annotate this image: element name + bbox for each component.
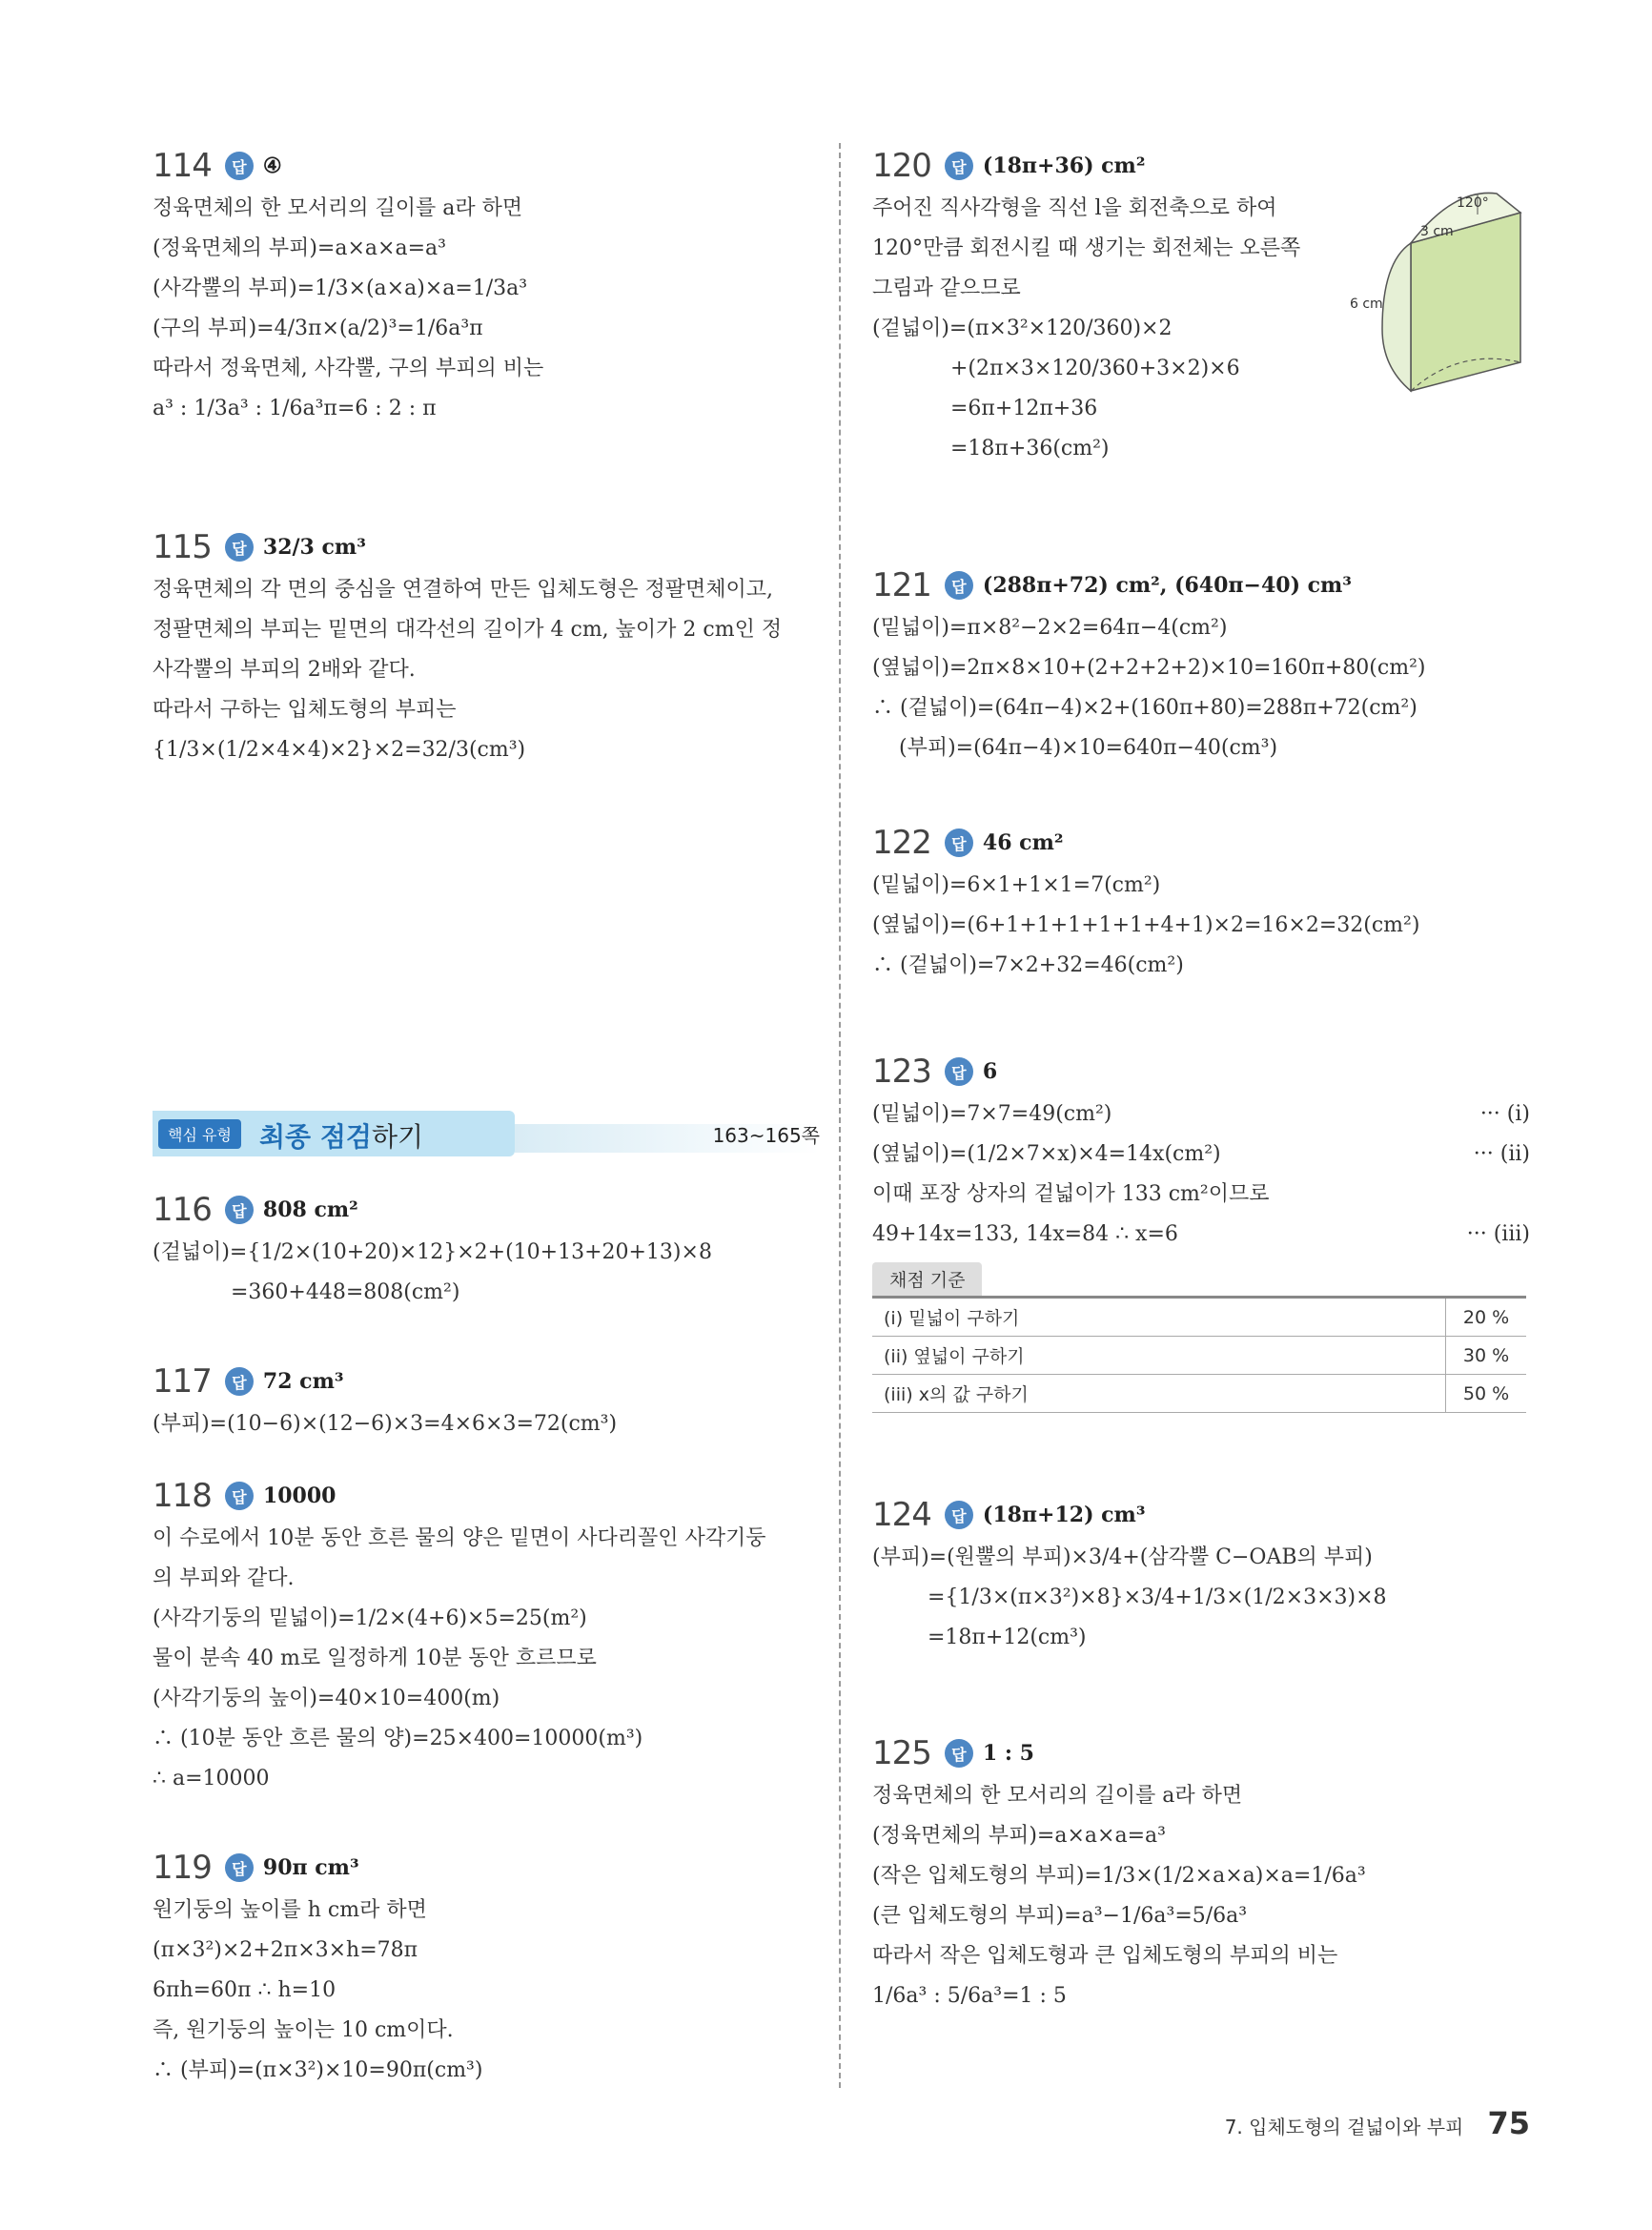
solution-line: 따라서 정육면체, 사각뿔, 구의 부피의 비는	[153, 357, 544, 380]
answer: (288π+72) cm², (640π−40) cm³	[982, 573, 1352, 598]
solution-line: ∴ (겉넓이)=7×2+32=46(cm²)	[872, 953, 1184, 977]
answer-badge-icon: 답	[225, 533, 254, 562]
problem-number: 115	[153, 528, 212, 566]
solution-line: ∴ (부피)=(π×3²)×10=90π(cm³)	[153, 2058, 483, 2082]
problem-123	[872, 1049, 1530, 1413]
solution-line: 의 부피와 같다.	[153, 1566, 295, 1590]
answer-badge-icon: 답	[945, 1739, 973, 1768]
grading-item: (iii) x의 값 구하기	[872, 1375, 1446, 1413]
figure-radius-label: 3 cm	[1420, 224, 1454, 239]
answer-badge-icon: 답	[945, 571, 973, 600]
problem-number: 118	[153, 1477, 212, 1515]
section-pages: 163~165쪽	[712, 1124, 820, 1147]
solution-line	[872, 1095, 1530, 1135]
answer: 6	[982, 1059, 998, 1084]
answer: 1 : 5	[982, 1741, 1034, 1766]
grading-item: (ii) 옆넓이 구하기	[872, 1337, 1446, 1375]
solid-figure	[1350, 186, 1535, 391]
solution-line: 정육면체의 한 모서리의 길이를 a라 하면	[872, 1784, 1243, 1808]
solution-line: 1/6a³ : 5/6a³=1 : 5	[872, 1984, 1067, 2008]
problem-121	[872, 563, 1530, 768]
solution-text: (옆넓이)=(1/2×7×x)×4=14x(cm²)	[872, 1142, 1221, 1166]
answer: 32/3 cm³	[262, 535, 366, 560]
solution-line: ∴ (겉넓이)=(64π−4)×2+(160π+80)=288π+72(cm²)	[872, 696, 1417, 720]
answer-badge-icon: 답	[225, 1367, 254, 1396]
figure-side-face	[1411, 213, 1520, 391]
solution-line: 원기둥의 높이를 h cm라 하면	[153, 1898, 427, 1922]
grading-title: 채점 기준	[872, 1262, 982, 1296]
answer-badge-icon: 답	[225, 152, 254, 180]
problem-125	[872, 1730, 1530, 2016]
solution-line: =360+448=808(cm²)	[231, 1280, 460, 1304]
solution-line: (작은 입체도형의 부피)=1/3×(1/2×a×a)×a=1/6a³	[872, 1864, 1366, 1888]
solution-line: =18π+12(cm³)	[928, 1626, 1087, 1649]
solution-line: (부피)=(10−6)×(12−6)×3=4×6×3=72(cm³)	[153, 1412, 618, 1436]
answer: 72 cm³	[262, 1369, 344, 1394]
grading-pct: 50 %	[1446, 1375, 1527, 1413]
solution-line: (정육면체의 부피)=a×a×a=a³	[153, 236, 446, 260]
solution-line: 물이 분속 40 m로 일정하게 10분 동안 흐르므로	[153, 1647, 597, 1670]
problem-number: 124	[872, 1496, 931, 1534]
solution-line: a³ : 1/3a³ : 1/6a³π=6 : 2 : π	[153, 397, 437, 420]
solution-line: (옆넓이)=(6+1+1+1+1+1+4+1)×2=16×2=32(cm²)	[872, 913, 1420, 937]
table-row	[872, 1299, 1526, 1337]
solution-line: (큰 입체도형의 부피)=a³−1/6a³=5/6a³	[872, 1904, 1248, 1928]
answer: (18π+36) cm²	[982, 153, 1146, 178]
problem-124	[872, 1492, 1530, 1658]
solution-line: 정육면체의 각 면의 중심을 연결하여 만든 입체도형은 정팔면체이고,	[153, 578, 774, 602]
solution-line: ∴ a=10000	[153, 1767, 270, 1790]
problem-number: 117	[153, 1362, 212, 1401]
answer-badge-icon: 답	[945, 1057, 973, 1086]
answer-badge-icon: 답	[225, 1482, 254, 1510]
answer: 10000	[262, 1483, 337, 1508]
solution-line: {1/3×(1/2×4×4)×2}×2=32/3(cm³)	[153, 738, 526, 762]
solution-line: ∴ (10분 동안 흐른 물의 양)=25×400=10000(m³)	[153, 1727, 643, 1750]
solution-line: 정육면체의 한 모서리의 길이를 a라 하면	[153, 196, 523, 220]
grading-table-wrap	[872, 1262, 1530, 1413]
solution-line: (사각뿔의 부피)=1/3×(a×a)×a=1/3a³	[153, 276, 528, 300]
solution-line: 따라서 작은 입체도형과 큰 입체도형의 부피의 비는	[872, 1944, 1338, 1968]
page-footer	[1225, 2105, 1530, 2141]
problem-number: 120	[872, 147, 931, 185]
solution-line: (겉넓이)={1/2×(10+20)×12}×2+(10+13+20+13)×8	[153, 1240, 712, 1264]
answer: 90π cm³	[262, 1855, 359, 1880]
section-banner	[153, 1111, 820, 1156]
solution-line: 6πh=60π ∴ h=10	[153, 1978, 337, 2002]
solution-line: 120°만큼 회전시킬 때 생기는 회전체는 오른쪽	[872, 236, 1301, 260]
problem-number: 119	[153, 1849, 212, 1887]
grading-pct: 30 %	[1446, 1337, 1527, 1375]
solution-line: =6π+12π+36	[950, 397, 1098, 420]
section-title-bold: 최종 점검	[259, 1121, 372, 1153]
solution-line: (부피)=(64π−4)×10=640π−40(cm³)	[899, 736, 1278, 760]
solution-line: (구의 부피)=4/3π×(a/2)³=1/6a³π	[153, 317, 483, 340]
table-row	[872, 1375, 1526, 1413]
answer-badge-icon: 답	[225, 1196, 254, 1224]
problem-number: 116	[153, 1191, 212, 1229]
figure-curved-face	[1382, 243, 1411, 391]
solution-line: 즉, 원기둥의 높이는 10 cm이다.	[153, 2018, 454, 2042]
answer-badge-icon: 답	[945, 1501, 973, 1529]
step-ref: ··· (i)	[1479, 1102, 1530, 1126]
figure-height-label: 6 cm	[1350, 297, 1383, 312]
column-divider	[839, 143, 841, 2088]
problem-number: 122	[872, 824, 931, 862]
solution-line: 정팔면체의 부피는 밑면의 대각선의 길이가 4 cm, 높이가 2 cm인 정	[153, 618, 783, 642]
grading-table	[872, 1299, 1526, 1413]
solution-line: (겉넓이)=(π×3²×120/360)×2	[872, 317, 1173, 340]
solution-line: (정육면체의 부피)=a×a×a=a³	[872, 1824, 1166, 1848]
answer: 808 cm²	[262, 1197, 358, 1222]
figure-angle-label: 120°	[1457, 195, 1489, 211]
solution-line: =18π+36(cm²)	[950, 437, 1110, 460]
solution-line: +(2π×3×120/360+3×2)×6	[950, 357, 1240, 380]
solution-line: (부피)=(원뿔의 부피)×3/4+(삼각뿔 C−OAB의 부피)	[872, 1545, 1373, 1569]
grading-item: (i) 밑넓이 구하기	[872, 1299, 1446, 1337]
section-title-rest: 하기	[371, 1121, 424, 1153]
problem-119	[153, 1845, 820, 2091]
answer-badge-icon: 답	[945, 152, 973, 180]
step-ref: ··· (iii)	[1466, 1222, 1530, 1246]
chapter-title: 7. 입체도형의 겉넓이와 부피	[1224, 2116, 1464, 2138]
problem-122	[872, 820, 1530, 986]
answer-badge-icon: 답	[945, 829, 973, 857]
solution-line: (옆넓이)=2π×8×10+(2+2+2+2)×10=160π+80(cm²)	[872, 656, 1426, 680]
problem-117	[153, 1359, 820, 1444]
solution-line: 사각뿔의 부피의 2배와 같다.	[153, 658, 416, 682]
solution-line: (사각기둥의 밑넓이)=1/2×(4+6)×5=25(m²)	[153, 1606, 587, 1630]
problem-115	[153, 524, 820, 770]
problem-number: 123	[872, 1053, 931, 1091]
section-tag: 핵심 유형	[158, 1119, 241, 1149]
solution-line: (밑넓이)=π×8²−2×2=64π−4(cm²)	[872, 616, 1228, 640]
solution-text: (밑넓이)=7×7=49(cm²)	[872, 1102, 1112, 1126]
solution-text: 49+14x=133, 14x=84 ∴ x=6	[872, 1222, 1178, 1246]
step-ref: ··· (ii)	[1473, 1142, 1530, 1166]
problem-number: 125	[872, 1734, 931, 1772]
answer-badge-icon: 답	[225, 1853, 254, 1882]
page-number: 75	[1487, 2105, 1530, 2141]
solution-line	[872, 1135, 1530, 1175]
answer: (18π+12) cm³	[982, 1503, 1146, 1527]
solution-line: 주어진 직사각형을 직선 l을 회전축으로 하여	[872, 196, 1277, 220]
answer: ④	[262, 153, 282, 178]
solution-line: 따라서 구하는 입체도형의 부피는	[153, 698, 457, 722]
solution-line: 그림과 같으므로	[872, 276, 1021, 300]
problem-118	[153, 1473, 820, 1799]
grading-pct: 20 %	[1446, 1299, 1527, 1337]
solution-line: 이 수로에서 10분 동안 흐른 물의 양은 밑면이 사다리꼴인 사각기둥	[153, 1526, 766, 1550]
problem-114	[153, 143, 820, 429]
solution-line: ={1/3×(π×3²)×8}×3/4+1/3×(1/2×3×3)×8	[928, 1586, 1387, 1609]
problem-number: 114	[153, 147, 212, 185]
problem-116	[153, 1187, 820, 1313]
answer: 46 cm²	[982, 830, 1064, 855]
solution-line	[872, 1215, 1530, 1255]
problem-number: 121	[872, 566, 931, 604]
section-title	[259, 1116, 423, 1155]
solution-line: (사각기둥의 높이)=40×10=400(m)	[153, 1687, 500, 1710]
solution-line: (밑넓이)=6×1+1×1=7(cm²)	[872, 873, 1161, 897]
solution-line: (π×3²)×2+2π×3×h=78π	[153, 1938, 418, 1962]
solution-line: 이때 포장 상자의 겉넓이가 133 cm²이므로	[872, 1182, 1270, 1206]
table-row	[872, 1337, 1526, 1375]
